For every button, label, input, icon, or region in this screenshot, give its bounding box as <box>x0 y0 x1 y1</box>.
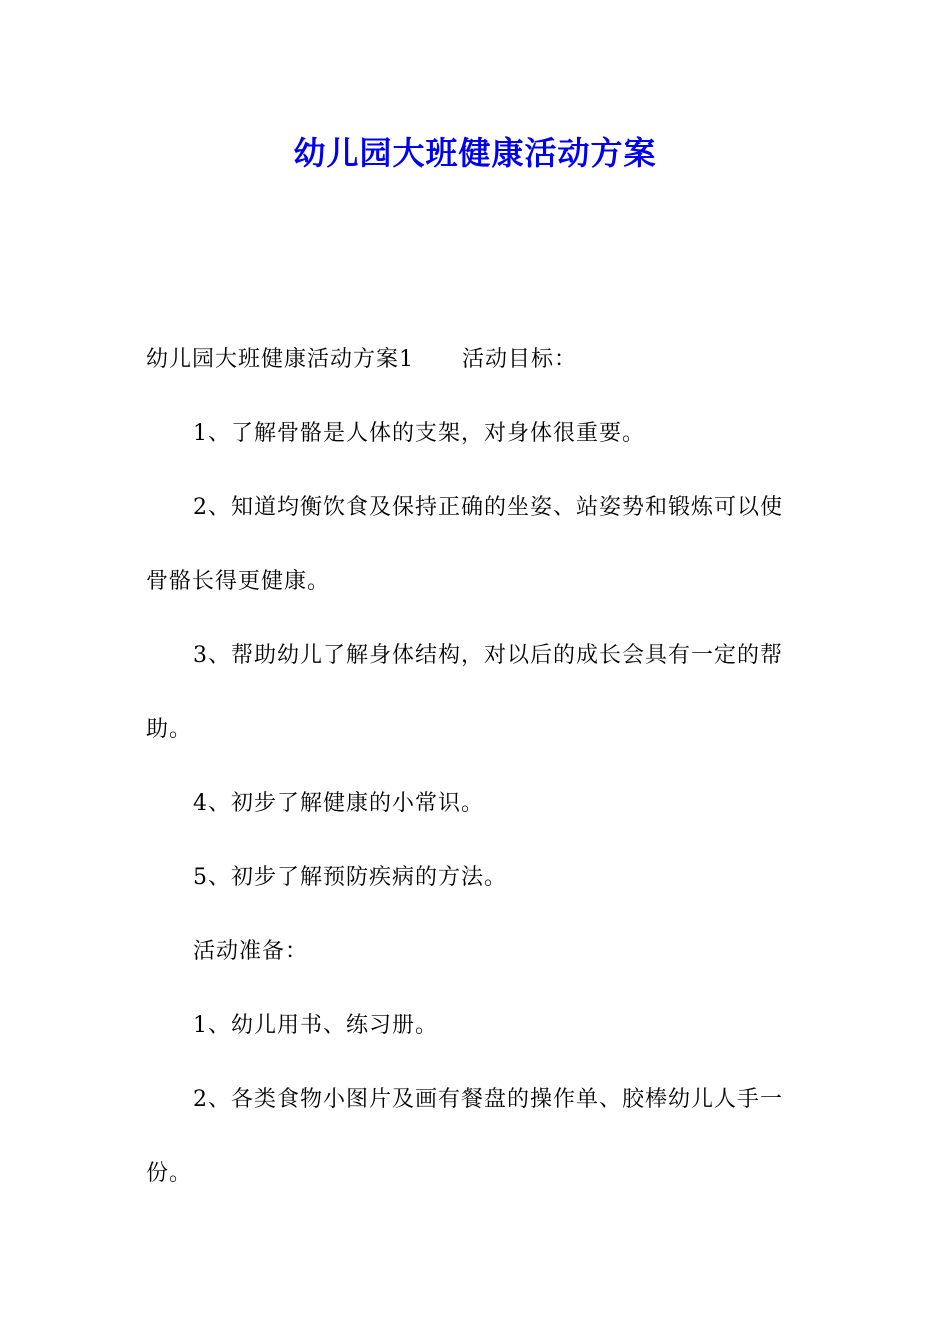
paragraph-line: 骨骼长得更健康。 <box>146 569 331 594</box>
paragraph-line: 4、初步了解健康的小常识。 <box>193 791 484 816</box>
paragraph-line: 活动准备： <box>193 939 309 964</box>
paragraph-line: 助。 <box>146 717 193 742</box>
paragraph-line: 3、帮助幼儿了解身体结构，对以后的成长会具有一定的帮 <box>193 643 783 668</box>
section-heading-right: 活动目标： <box>462 347 578 372</box>
paragraph-line: 2、知道均衡饮食及保持正确的坐姿、站姿势和锻炼可以使 <box>193 495 783 520</box>
document-title: 幼儿园大班健康活动方案 <box>293 134 657 172</box>
paragraph-line: 1、幼儿用书、练习册。 <box>193 1013 438 1038</box>
paragraph-line: 份。 <box>146 1161 193 1186</box>
paragraph-line: 5、初步了解预防疾病的方法。 <box>193 865 507 890</box>
paragraph-line: 2、各类食物小图片及画有餐盘的操作单、胶棒幼儿人手一 <box>193 1087 783 1112</box>
paragraph-line: 1、了解骨骼是人体的支架，对身体很重要。 <box>193 421 645 446</box>
section-heading <box>146 338 826 382</box>
section-heading-left: 幼儿园大班健康活动方案1 <box>146 347 414 372</box>
